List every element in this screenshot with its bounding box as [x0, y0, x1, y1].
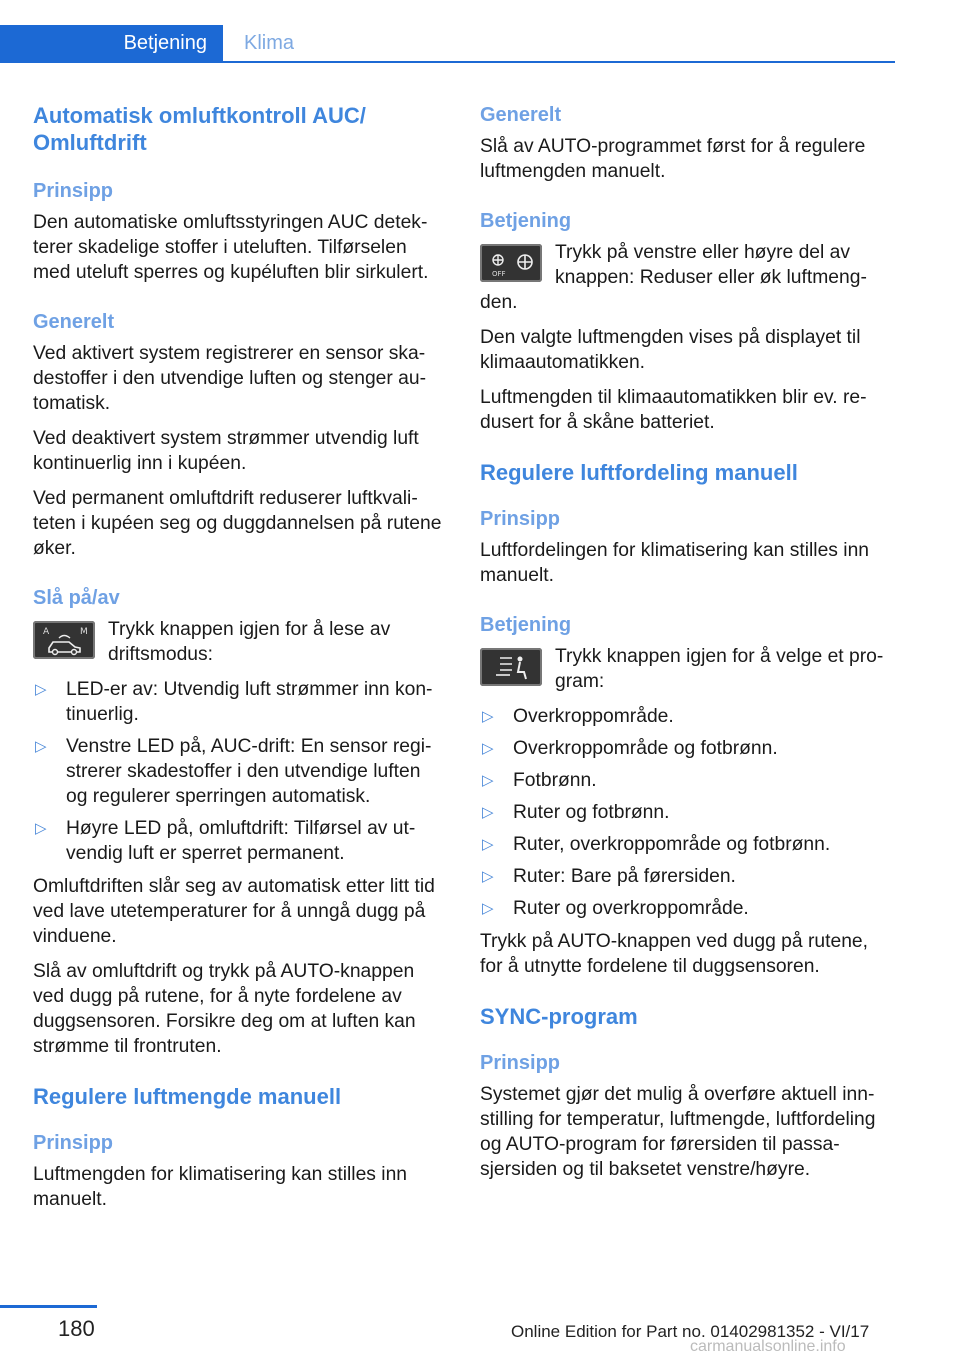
heading-generelt: Generelt — [480, 104, 562, 126]
paragraph: Omluftdriften slår seg av automatisk etter litt tid ved lave utetemperaturer for å unngå dugg på vinduene. — [33, 876, 435, 947]
air-program-list — [480, 704, 894, 921]
triangle-bullet-icon: ▷ — [482, 740, 494, 757]
triangle-bullet-icon: ▷ — [35, 738, 47, 755]
triangle-bullet-icon: ▷ — [482, 708, 494, 725]
fan-button-row — [480, 240, 894, 315]
triangle-bullet-icon: ▷ — [482, 836, 494, 853]
heading-generelt: Generelt — [33, 311, 115, 333]
list-item: ▷ Ruter: Bare på førersiden. — [482, 866, 736, 887]
list-item: ▷ Fotbrønn. — [482, 770, 597, 791]
recirculation-button-row — [33, 617, 447, 667]
paragraph: Systemet gjør det mulig å overføre aktuell innstilling for temperatur, luftmengde, luftfordeling og AUTO-program for førersiden til passasjersiden og til baksetet venstre/høyre. — [480, 1084, 876, 1180]
paragraph: Trykk knappen igjen for å velge et program: — [555, 646, 884, 692]
paragraph: Trykk knappen igjen for å lese av driftsmodus: — [108, 619, 391, 665]
paragraph: Luftmengden til klimaautomatikken blir ev. redusert for å skåne batteriet. — [480, 387, 867, 433]
list-item: ▷ Ruter og fotbrønn. — [482, 802, 670, 823]
triangle-bullet-icon: ▷ — [35, 820, 47, 837]
section-title-luftmengde: Regulere luftmengde manuell — [33, 1084, 342, 1109]
paragraph: Trykk på AUTO-knappen ved dugg på rutene, for å utnytte fordelene til duggsensoren. — [480, 931, 868, 977]
air-distribution-button-row — [480, 644, 894, 694]
list-item: ▷ Ruter og overkroppområde. — [482, 898, 749, 919]
heading-slaa-paa-av: Slå på/av — [33, 587, 120, 609]
right-column — [480, 102, 894, 1192]
list-item: ▷ Overkroppområde. — [482, 706, 674, 727]
footer-rule — [0, 1305, 97, 1308]
paragraph: Luftmengden for klimatisering kan stilles inn manuelt. — [33, 1164, 408, 1210]
list-item: ▷ Venstre LED på, AUC-drift: En sensor registrerer skadestoffer i den utvendige luften og regulerer sperringen automatisk. — [35, 736, 432, 807]
auc-m-label: M — [80, 627, 88, 637]
triangle-bullet-icon: ▷ — [482, 804, 494, 821]
section-title-luftfordeling: Regulere luftfordeling manuell — [480, 460, 798, 485]
paragraph: Ved permanent omluftdrift reduserer luftkvaliteten i kupéen seg og duggdannelsen på rutene øker. — [33, 488, 442, 559]
tab-betjening-label: Betjening — [123, 31, 207, 54]
list-item: ▷ Høyre LED på, omluftdrift: Tilførsel av utvendig luft er sperret permanent. — [35, 818, 416, 864]
tab-betjening[interactable] — [0, 25, 223, 61]
paragraph: Ved deaktivert system strømmer utvendig luft kontinuerlig inn i kupéen. — [33, 428, 419, 474]
triangle-bullet-icon: ▷ — [35, 681, 47, 698]
heading-prinsipp: Prinsipp — [33, 180, 114, 202]
edition-note: Online Edition for Part no. 01402981352 - VI/17 — [511, 1322, 870, 1341]
heading-betjening: Betjening — [480, 210, 572, 232]
paragraph: Den automatiske omluftsstyringen AUC detekterer skadelige stoffer i uteluften. Tilførselen med uteluft sperres og kupéluften blir sirkulert. — [33, 212, 429, 283]
heading-prinsipp: Prinsipp — [480, 508, 561, 530]
paragraph: Ved aktivert system registrerer en sensor skadestoffer i den utvendige luften og stenger automatisk. — [33, 343, 427, 414]
left-column — [33, 102, 447, 1222]
air-distribution-button-icon — [480, 648, 542, 686]
tab-klima-label: Klima — [244, 31, 295, 54]
header-tab-bar — [0, 25, 895, 63]
off-label: OFF — [492, 270, 506, 278]
heading-prinsipp: Prinsipp — [33, 1132, 114, 1154]
auc-a-label: A — [43, 627, 50, 637]
triangle-bullet-icon: ▷ — [482, 900, 494, 917]
fan-button-icon — [480, 244, 542, 282]
section-title-sync: SYNC-program — [480, 1004, 638, 1029]
recirculation-button-icon — [33, 621, 95, 659]
watermark: carmanualsonline.info — [690, 1338, 846, 1355]
triangle-bullet-icon: ▷ — [482, 868, 494, 885]
list-item: ▷ LED-er av: Utvendig luft strømmer inn kontinuerlig. — [35, 679, 433, 725]
paragraph: Trykk på venstre eller høyre del av knappen: Reduser eller øk luftmengden. — [480, 242, 867, 313]
triangle-bullet-icon: ▷ — [482, 772, 494, 789]
list-item: ▷ Ruter, overkroppområde og fotbrønn. — [482, 834, 831, 855]
tab-klima[interactable] — [223, 25, 323, 61]
page-number: 180 — [58, 1316, 95, 1341]
list-item: ▷ Overkroppområde og fotbrønn. — [482, 738, 778, 759]
paragraph: Slå av omluftdrift og trykk på AUTO-knappen ved dugg på rutene, for å nyte fordelene av duggsensoren. Forsikre deg om at luften kan strømme til frontruten. — [33, 961, 416, 1057]
heading-prinsipp: Prinsipp — [480, 1052, 561, 1074]
paragraph: Slå av AUTO-programmet først for å regulere luftmengden manuelt. — [480, 136, 866, 182]
section-title-auc: Automatisk omluftkontroll AUC/ Omluftdrift — [33, 103, 366, 155]
heading-betjening: Betjening — [480, 614, 572, 636]
paragraph: Den valgte luftmengden vises på displayet til klimaautomatikken. — [480, 327, 861, 373]
paragraph: Luftfordelingen for klimatisering kan stilles inn manuelt. — [480, 540, 870, 586]
led-mode-list — [33, 677, 447, 866]
